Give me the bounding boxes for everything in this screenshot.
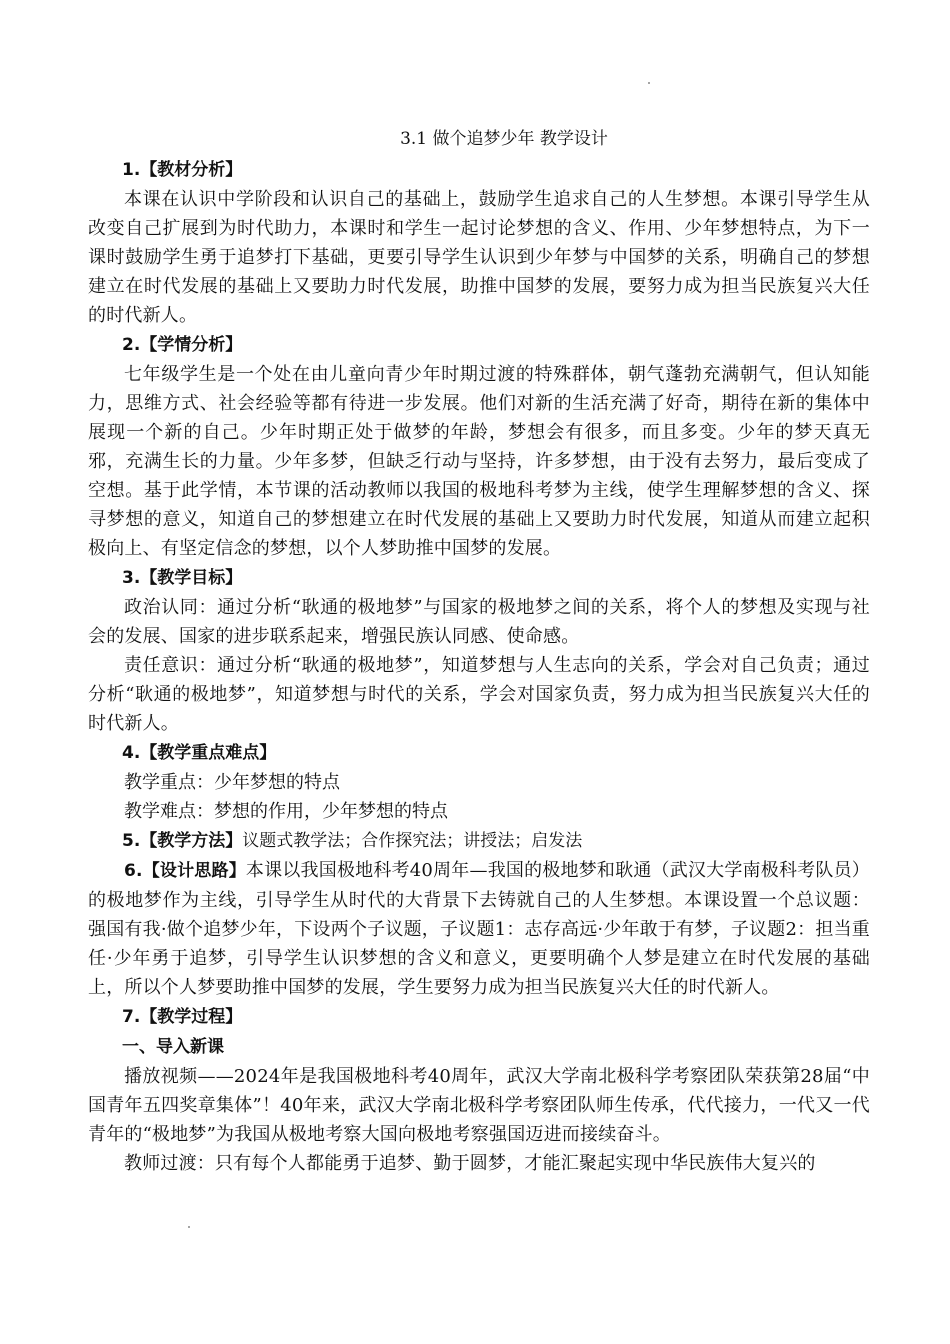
- paragraph-video-intro: 播放视频——2024年是我国极地科考40周年，武汉大学南北极科学考察团队荣获第28届“中国青年五四奖章集体”！40年来，武汉大学南北极科学考察团队师生传承，代代接力，一代又一代青年的“极地梦”为我国从极地考察大国向极地考察强国迈进而接续奋斗。: [88, 1066, 870, 1145]
- paragraph-textbook-analysis: 本课在认识中学阶段和认识自己的基础上，鼓励学生追求自己的人生梦想。本课引导学生从改变自己扩展到为时代助力，本课时和学生一起讨论梦想的含义、作用、少年梦想特点，为下一课时鼓励学生勇于追梦打下基础，更要引导学生认识到少年梦与中国梦的关系，明确自己的梦想建立在时代发展的基础上又要助力时代发展，助推中国梦的发展，要努力成为担当民族复兴大任的时代新人。: [88, 189, 870, 326]
- section-heading-key-points: 4.【教学重点难点】: [122, 743, 277, 763]
- design-idea-text: 本课以我国极地科考40周年—我国的极地梦和耿通（武汉大学南极科考队员）的极地梦作为主线，引导学生从时代的大背景下去铸就自己的人生梦想。本课设置一个总议题：强国有我·做个追梦少年，下设两个子议题，子议题1：志存高远·少年敢于有梦，子议题2：担当重任·少年勇于追梦，引导学生认识梦想的含义和意义，更要明确个人梦是建立在时代发展的基础上，所以个人梦要助推中国梦的发展，学生要努力成为担当民族复兴大任的时代新人。: [88, 860, 870, 998]
- section-teaching-methods: [88, 826, 870, 856]
- section-heading-teaching-methods: 5.【教学方法】: [122, 831, 243, 851]
- section-heading-student-analysis: 2.【学情分析】: [122, 335, 243, 355]
- key-point-line: 教学重点：少年梦想的特点: [124, 772, 340, 793]
- section-heading-design-idea: 6.【设计思路】: [124, 861, 246, 881]
- section-heading-textbook-analysis: 1.【教材分析】: [122, 160, 243, 180]
- page-mark-dot: [188, 1226, 190, 1228]
- paragraph-teacher-transition: 教师过渡：只有每个人都能勇于追梦、勤于圆梦，才能汇聚起实现中华民族伟大复兴的: [124, 1153, 816, 1174]
- section-heading-teaching-goals: 3.【教学目标】: [122, 568, 243, 588]
- difficult-point-line: 教学难点：梦想的作用，少年梦想的特点: [124, 801, 448, 822]
- paragraph-student-analysis: 七年级学生是一个处在由儿童向青少年时期过渡的特殊群体，朝气蓬勃充满朝气，但认知能力，思维方式、社会经验等都有待进一步发展。他们对新的生活充满了好奇，期待在新的集体中展现一个新的自己。少年时期正处于做梦的年龄，梦想会有很多，而且多变。少年的梦天真无邪，充满生长的力量。少年多梦，但缺乏行动与坚持，许多梦想，由于没有去努力，最后变成了空想。基于此学情，本节课的活动教师以我国的极地科考梦为主线，使学生理解梦想的含义、探寻梦想的意义，知道自己的梦想建立在时代发展的基础上又要助力时代发展，知道从而建立起积极向上、有坚定信念的梦想，以个人梦助推中国梦的发展。: [88, 364, 870, 559]
- section-heading-teaching-process: 7.【教学过程】: [122, 1007, 243, 1027]
- document-body: [88, 124, 870, 1178]
- paragraph-responsibility: 责任意识：通过分析“耿通的极地梦”，知道梦想与人生志向的关系，学会对自己负责；通过分析“耿通的极地梦”，知道梦想与时代的关系，学会对国家负责，努力成为担当民族复兴大任的时代新人。: [88, 655, 870, 734]
- page-mark-dot: [648, 82, 650, 84]
- document-title: 3.1 做个追梦少年 教学设计: [400, 129, 608, 149]
- paragraph-political-identity: 政治认同：通过分析“耿通的极地梦”与国家的极地梦之间的关系，将个人的梦想及实现与社会的发展、国家的进步联系起来，增强民族认同感、使命感。: [88, 597, 870, 647]
- paragraph-design-idea: [88, 856, 870, 1002]
- subsection-heading-intro: 一、导入新课: [122, 1037, 224, 1057]
- teaching-methods-text: 议题式教学法；合作探究法；讲授法；启发法: [242, 831, 583, 851]
